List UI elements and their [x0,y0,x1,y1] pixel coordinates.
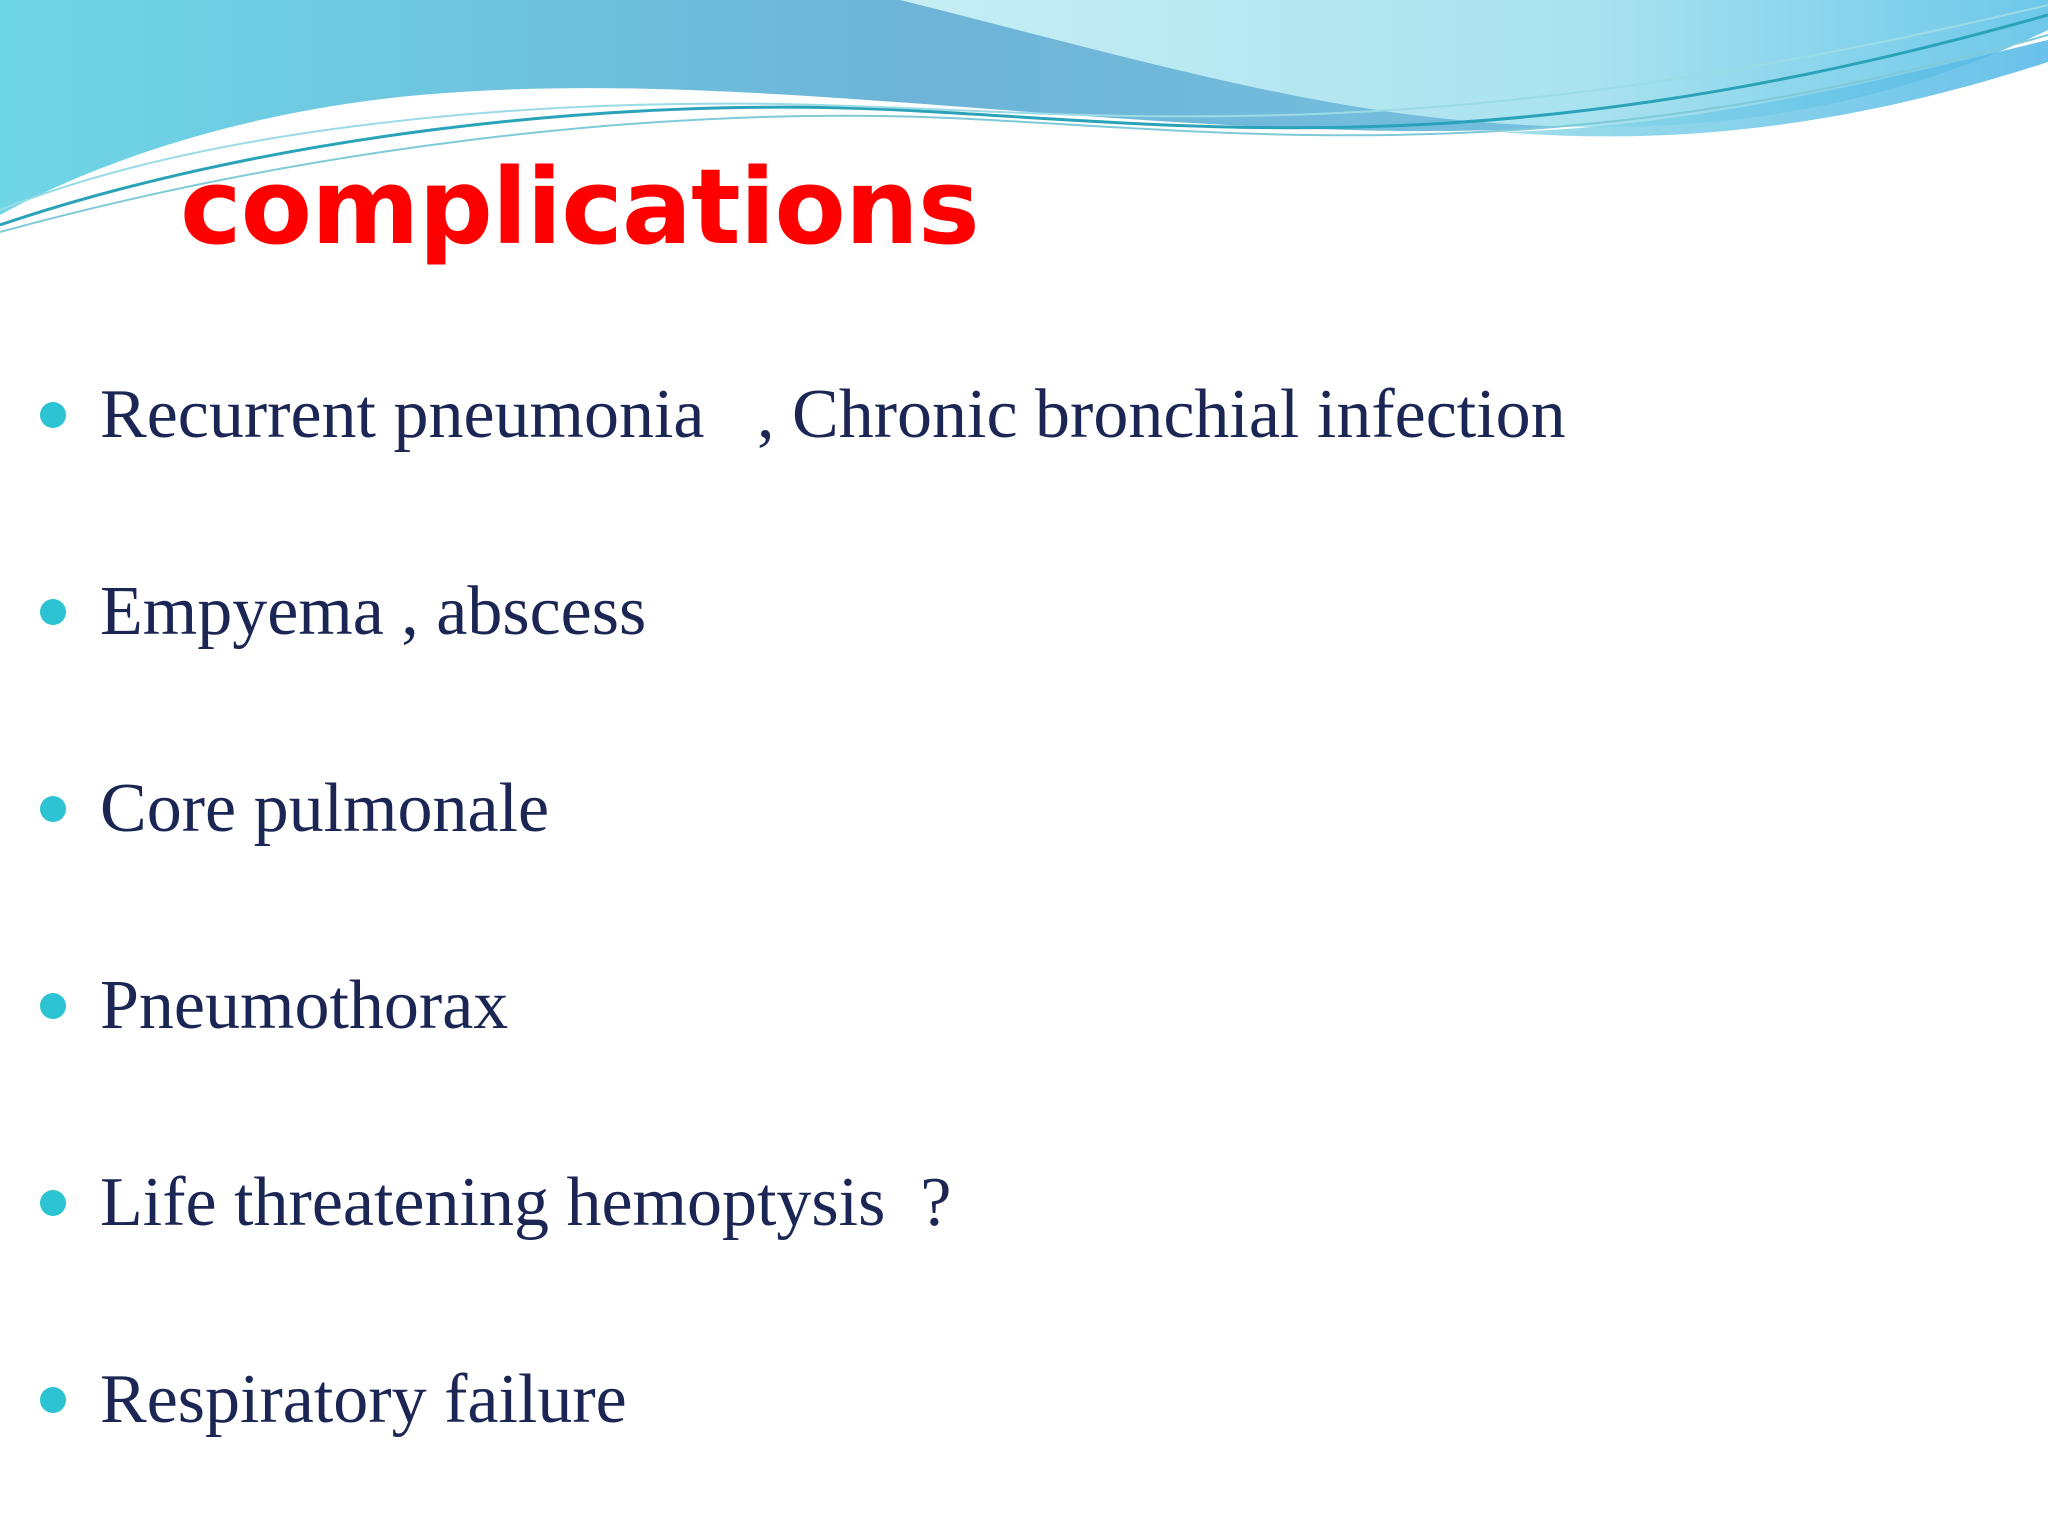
bullet-item [40,907,1566,1104]
bullet-text: Core pulmonale [100,769,550,847]
bullet-item [40,710,1566,907]
bullet-item [40,513,1566,710]
bullet-item [40,316,1566,513]
slide-title: complications [180,146,979,268]
bullet-dot-icon [40,993,66,1019]
bullet-text: Respiratory failure [100,1360,627,1438]
bullet-text: Life threatening hemoptysis ? [100,1163,952,1241]
bullet-text: Pneumothorax [100,966,509,1044]
bullet-dot-icon [40,599,66,625]
bullet-item [40,1301,1566,1498]
bullet-dot-icon [40,1190,66,1216]
bullet-text: Recurrent pneumonia , Chronic bronchial infection [100,375,1566,453]
bullet-list [40,320,1566,1498]
bullet-dot-icon [40,1387,66,1413]
bullet-dot-icon [40,402,66,428]
bullet-dot-icon [40,796,66,822]
bullet-item [40,1104,1566,1301]
bullet-text: Empyema , abscess [100,572,647,650]
